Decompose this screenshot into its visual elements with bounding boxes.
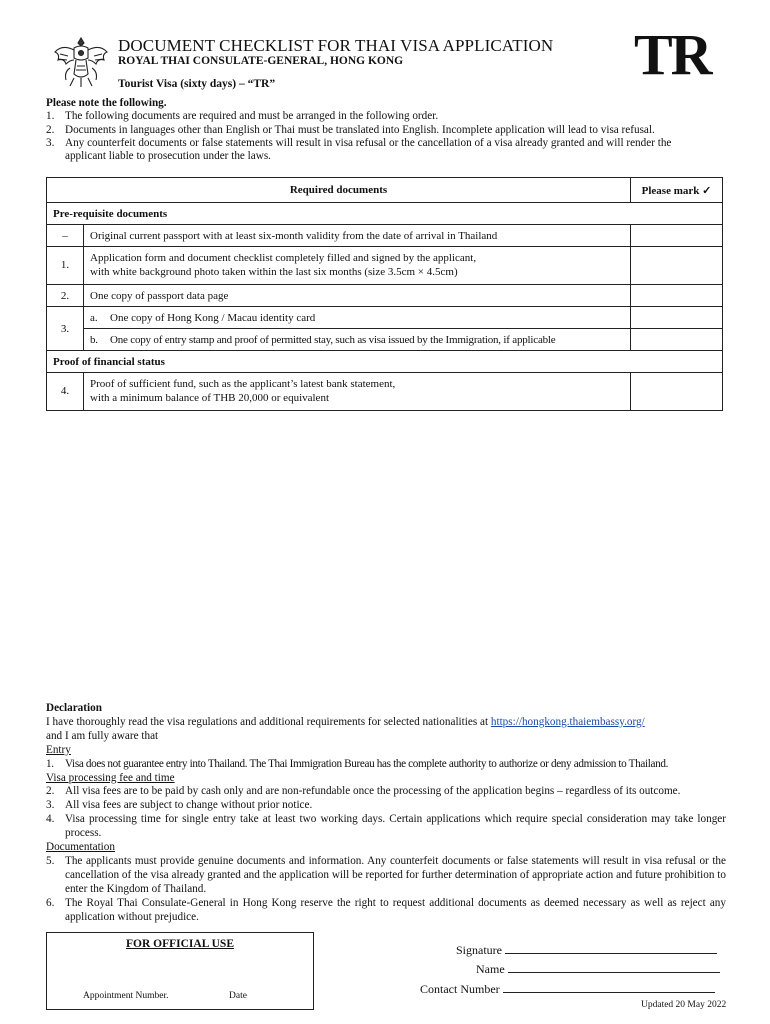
declaration-item: 6. The Royal Thai Consulate-General in Hong Kong reserve the right to request additional documents as deemed necessary as well as reject any application without prejudice. — [46, 896, 726, 923]
declaration-item: 2. All visa fees are to be paid by cash only and are non-refundable once the processing of the application begins – regardless of its outcome. — [46, 785, 681, 798]
appointment-number-label: Appointment Number. — [83, 991, 169, 1001]
table-row: 1. Application form and document checklist completely filled and signed by the applicant, with white background photo taken within the last six months (size 3.5cm × 4.5cm) — [47, 247, 723, 285]
section-prerequisite: Pre-requisite documents — [47, 203, 723, 225]
mark-checkbox[interactable] — [631, 247, 723, 285]
fee-heading: Visa processing fee and time — [46, 771, 175, 784]
consulate-name: ROYAL THAI CONSULATE-GENERAL, HONG KONG — [118, 55, 404, 67]
notes-heading: Please note the following. — [46, 97, 167, 109]
declaration-heading: Declaration — [46, 702, 102, 714]
table-row: 4. Proof of sufficient fund, such as the applicant’s latest bank statement, with a minimum balance of THB 20,000 or equivalent — [47, 373, 723, 411]
name-field[interactable]: Name — [476, 961, 720, 977]
document-title: DOCUMENT CHECKLIST FOR THAI VISA APPLICATION — [118, 36, 554, 55]
required-documents-table — [46, 177, 723, 411]
col-required-documents: Required documents — [47, 178, 631, 203]
official-use-heading: FOR OFFICIAL USE — [126, 938, 234, 950]
signature-field[interactable]: Signature — [456, 942, 717, 958]
notes-section — [46, 97, 736, 163]
documentation-heading: Documentation — [46, 841, 115, 854]
visa-type: Tourist Visa (sixty days) – “TR” — [118, 78, 276, 90]
updated-date: Updated 20 May 2022 — [641, 1000, 727, 1010]
embassy-link[interactable]: https://hongkong.thaiembassy.org/ — [490, 715, 645, 728]
date-label: Date — [229, 991, 247, 1001]
mark-checkbox[interactable] — [631, 225, 723, 247]
table-row: – Original current passport with at least six-month validity from the date of arrival in Thailand — [47, 225, 723, 247]
table-row: 3. a. One copy of Hong Kong / Macau identity card — [47, 307, 723, 329]
entry-heading: Entry — [46, 743, 71, 756]
official-use-box — [46, 932, 314, 1010]
note-item: 3. Any counterfeit documents or false statements will result in visa refusal or the cancellation of a visa already granted and will render the applicant liable to prosecution under the laws. — [46, 136, 672, 163]
declaration-item: 3. All visa fees are subject to change without prior notice. — [46, 799, 313, 812]
consulate-emblem-icon — [52, 34, 110, 90]
col-please-mark: Please mark ✓ — [631, 178, 723, 203]
note-item: 1. The following documents are required and must be arranged in the following order. — [46, 110, 439, 123]
table-row: 2. One copy of passport data page — [47, 285, 723, 307]
mark-checkbox[interactable] — [631, 285, 723, 307]
declaration-item: 5. The applicants must provide genuine documents and information. Any counterfeit documents or false statements will result in visa refusal or the cancellation of the visa already granted and the application will be reported for further determination of appropriate action and future prohibition to enter the Kingdom of Thailand. — [46, 854, 726, 895]
declaration-intro: I have thoroughly read the visa regulations and additional requirements for selected nationalities at https://hongkong.thaiembassy.org/ — [46, 715, 645, 728]
contact-number-field[interactable]: Contact Number — [420, 981, 715, 997]
declaration-item: 1. Visa does not guarantee entry into Thailand. The Thai Immigration Bureau has the complete authority to authorize or deny admission to Thailand. — [46, 757, 669, 770]
declaration-section: Declaration I have thoroughly read the visa regulations and additional requirements for selected nationalities at https://hongkong.thaiembassy.org/ and I am fully aware that Entry 1. Visa does not guarantee entry into Thailand. The Thai Immigration Bureau has the complete authority to authorize or deny admission to Thailand. Visa processing fee and time 2. All visa fees are to be paid by cash only and are non-refundable once the processing of the application begins – regardless of its outcome. 3. All visa fees are subject to change without prior notice. 4. Visa processing time for single entry take at least two working days. Certain applications which require special consideration may take longer process. Documentation 5. The applicants must provide genuine documents and information. Any counterfeit documents or false statements will result in visa refusal or the cancellation of the visa already granted and the application will be reported for further determination of appropriate action and future prohibition to enter the Kingdom of Thailand. 6. The Royal Thai Consulate-General in Hong Kong reserve the right to request additional documents as deemed necessary as well as reject any application without prejudice. — [46, 702, 726, 923]
mark-checkbox[interactable] — [631, 373, 723, 411]
declaration-item: 4. Visa processing time for single entry take at least two working days. Certain applications which require special consideration may take longer process. — [46, 813, 726, 840]
mark-checkbox[interactable] — [631, 329, 723, 351]
visa-code: TR — [634, 22, 711, 87]
note-item: 2. Documents in languages other than English or Thai must be translated into English. Incomplete application will lead to visa refusal. — [46, 123, 655, 136]
section-financial: Proof of financial status — [47, 351, 723, 373]
table-row: b. One copy of entry stamp and proof of permitted stay, such as visa issued by the Immigration, if applicable — [47, 329, 723, 351]
mark-checkbox[interactable] — [631, 307, 723, 329]
